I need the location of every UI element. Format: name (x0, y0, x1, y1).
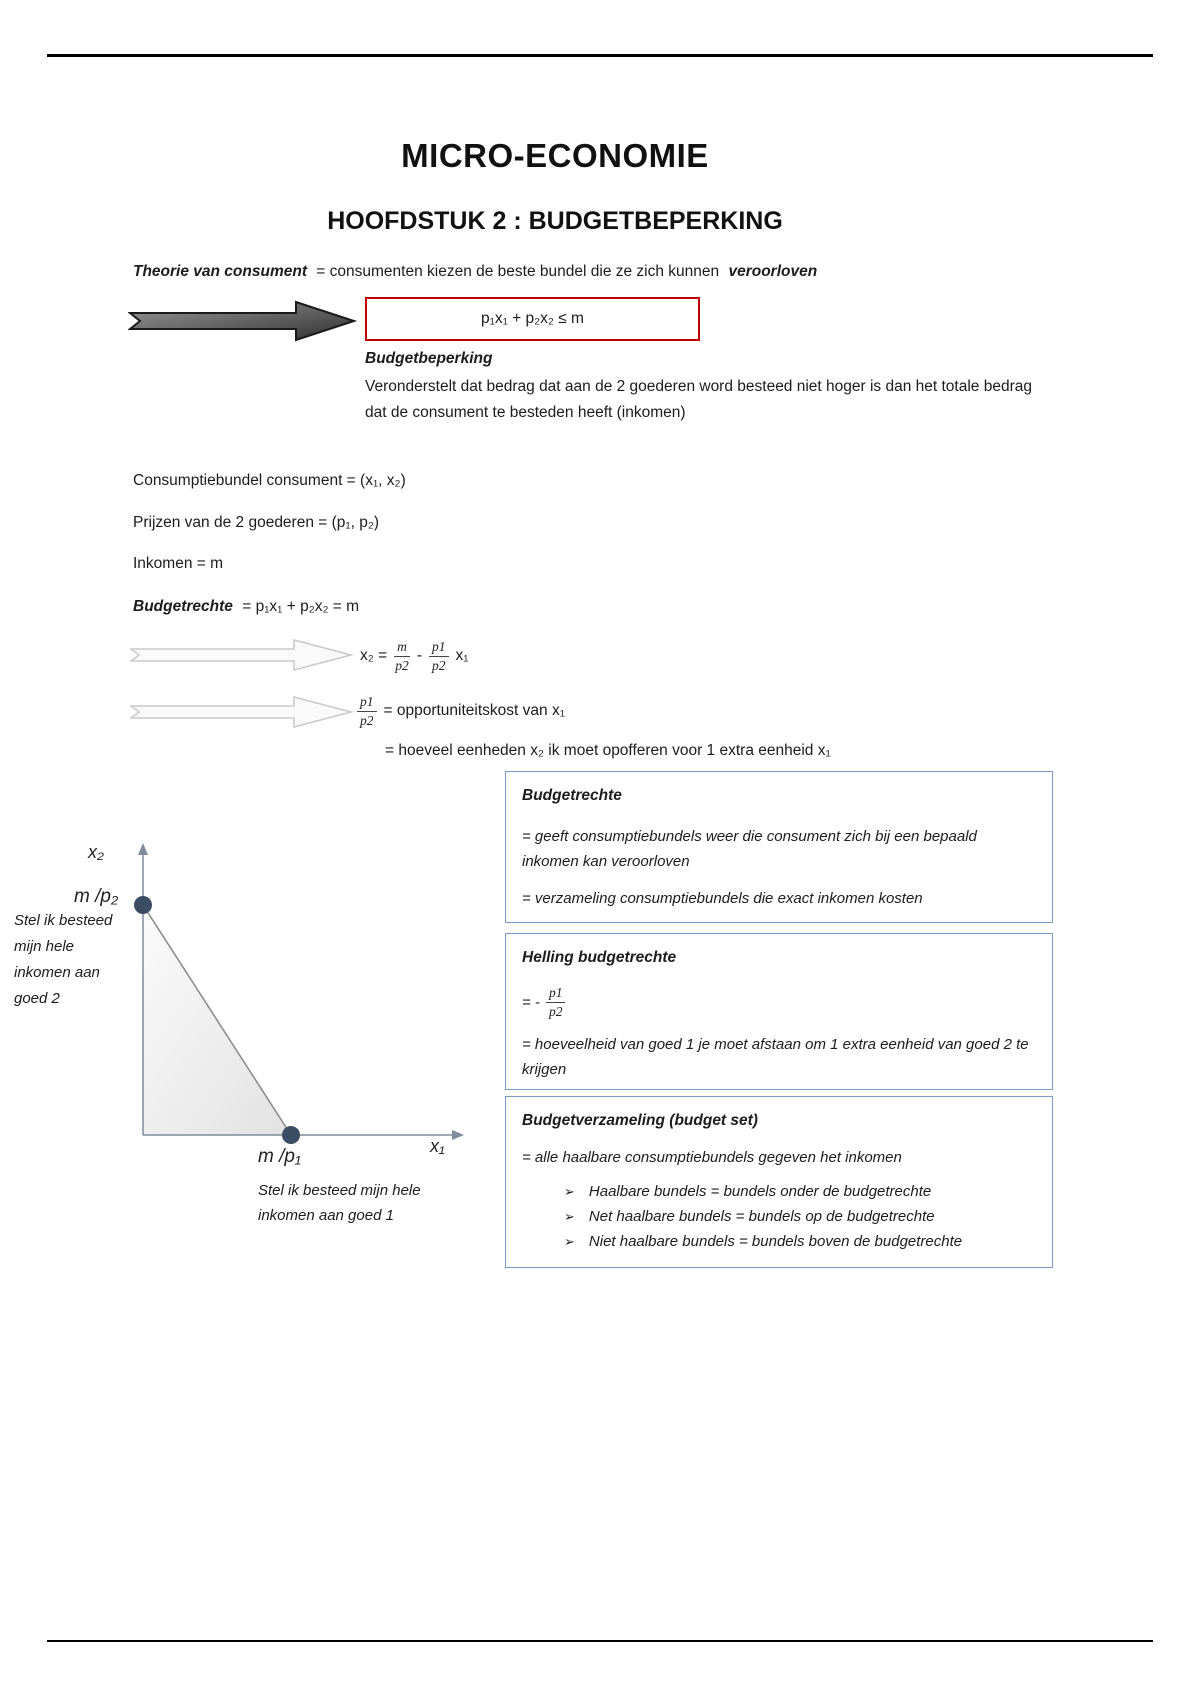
bottom-divider (47, 1640, 1153, 1642)
intro-paragraph (133, 263, 817, 281)
definition-budget-line (133, 598, 359, 616)
budget-line-equation: = p₁x₁ + p₂x₂ = m (242, 598, 360, 615)
arrow-bullet-icon: ➢ (564, 1209, 575, 1224)
bullet-text: Haalbare bundels = bundels onder de budgetrechte (588, 1183, 932, 1200)
bullet-text: Niet haalbare bundels = bundels boven de budgetrechte (588, 1233, 963, 1250)
formula-rhs: x₁ (455, 647, 469, 664)
box-text: = alle haalbare consumptiebundels gegeven het inkomen (522, 1149, 902, 1166)
x-intercept-label: m /p₁ (258, 1146, 301, 1167)
fraction-p1-over-p2: $\frac{p1}{p2}$ (357, 695, 377, 727)
box-text: = hoeveelheid van goed 1 je moet afstaan om 1 extra eenheid van goed 2 te krijgen (522, 1036, 1029, 1078)
arrow-right-icon (128, 299, 360, 348)
box-title: Helling budgetrechte (522, 949, 677, 966)
slope-formula (522, 986, 1036, 1018)
graph-note-good2: Stel ik besteed mijn hele inkomen aan goed 2 (14, 912, 113, 1007)
x-axis-label: x₁ (430, 1136, 445, 1156)
intro-text: = consumenten kiezen de beste bundel die ze zich kunnen (316, 263, 720, 280)
definition-prices: Prijzen van de 2 goederen = (p₁, p₂) (133, 514, 380, 531)
budget-line-term: Budgetrechte (133, 598, 233, 615)
box-text: = verzameling consumptiebundels die exact inkomen kosten (522, 890, 923, 907)
intro-term: Theorie van consument (133, 263, 307, 280)
definition-bundle: Consumptiebundel consument = (x₁, x₂) (133, 472, 406, 489)
arrow-bullet-icon: ➢ (564, 1234, 575, 1249)
formula-lhs: x₂ = (360, 647, 388, 664)
budgetbeperking-heading: Budgetbeperking (365, 350, 493, 367)
budgetrechte-info-box (505, 771, 1053, 923)
y-axis-label: x₂ (88, 842, 104, 862)
helling-info-box (505, 933, 1053, 1090)
bullet-list (522, 1179, 1036, 1254)
graph-note-good1: Stel ik besteed mijn hele inkomen aan goed 1 (258, 1182, 421, 1224)
box-text: = geeft consumptiebundels weer die consument zich bij een bepaald inkomen kan veroorloven (522, 828, 977, 870)
bullet-item (564, 1204, 1036, 1229)
opportunity-cost-text: = opportuniteitskost van x₁ (383, 702, 565, 719)
opportunity-cost-explanation: = hoeveel eenheden x₂ ik moet opofferen voor 1 extra eenheid x₁ (385, 742, 831, 759)
y-axis-arrowhead-icon (138, 843, 148, 855)
fraction-p1-over-p2: $\frac{p1}{p2}$ (546, 986, 566, 1018)
intro-term-2: veroorloven (728, 263, 818, 280)
page-title: MICRO-ECONOMIE (401, 137, 709, 174)
arrow-right-light-icon (130, 638, 356, 677)
bullet-text: Net haalbare bundels = bundels op de budgetrechte (588, 1208, 935, 1225)
x-axis-arrowhead-icon (452, 1130, 464, 1140)
budgetbeperking-description: Veronderstelt dat bedrag dat aan de 2 goederen word besteed niet hoger is dan het totale bedrag dat de consument te besteden heeft (inkomen) (365, 378, 1032, 421)
y-intercept-dot (134, 896, 152, 914)
fraction-p1-over-p2: $\frac{p1}{p2}$ (429, 640, 449, 672)
top-divider (47, 54, 1153, 57)
formula-minus: - (416, 647, 423, 664)
slope-eq-prefix: = - (522, 993, 540, 1011)
definition-income: Inkomen = m (133, 555, 224, 572)
budget-set-info-box (505, 1096, 1053, 1268)
bullet-item (564, 1229, 1036, 1254)
x-intercept-dot (282, 1126, 300, 1144)
chapter-title: HOOFDSTUK 2 : BUDGETBEPERKING (327, 207, 783, 235)
box-title: Budgetrechte (522, 787, 622, 804)
arrow-right-light-icon (130, 695, 356, 734)
arrow-bullet-icon: ➢ (564, 1184, 575, 1199)
budget-constraint-formula: p₁x₁ + p₂x₂ ≤ m (481, 310, 584, 327)
bullet-item (564, 1179, 1036, 1204)
fraction-m-over-p2: $\frac{m}{p2}$ (395, 639, 409, 673)
box-title: Budgetverzameling (budget set) (522, 1112, 758, 1129)
opportunity-cost-formula (357, 691, 565, 731)
budget-constraint-formula-box (365, 297, 700, 341)
y-intercept-label: m /p₂ (74, 886, 119, 907)
solved-budget-line-formula (360, 636, 469, 676)
